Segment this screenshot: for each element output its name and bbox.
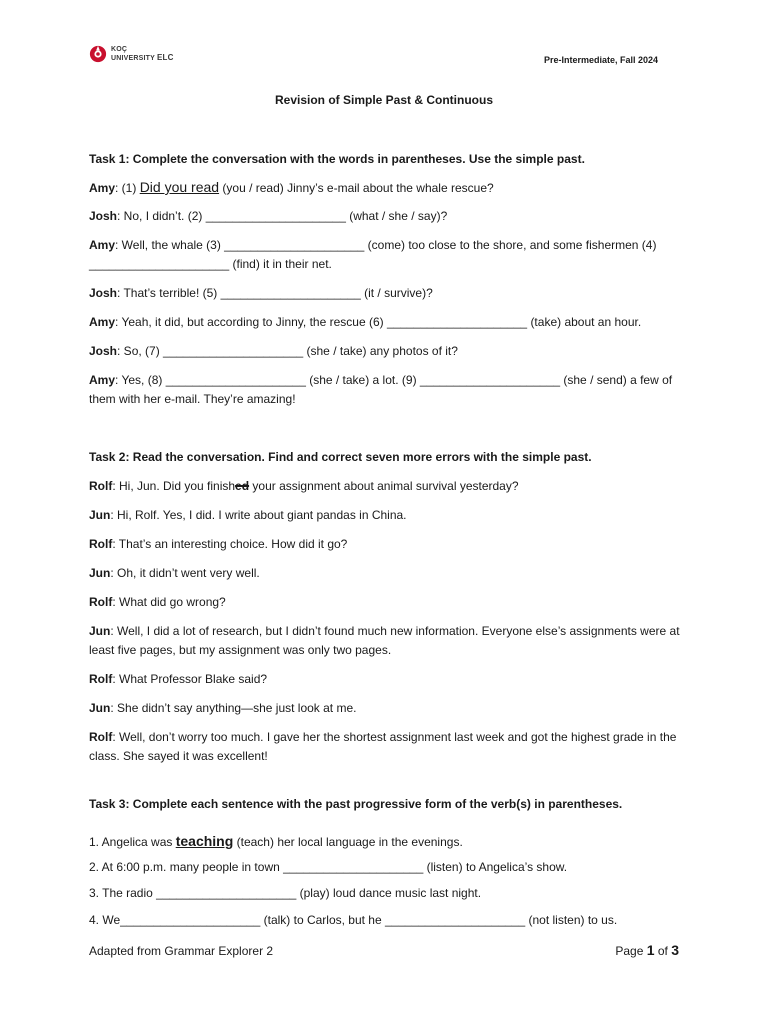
line-text: : Oh, it didn’t went very well. xyxy=(110,566,260,580)
current-page: 1 xyxy=(646,942,655,958)
task3-sentence-4: 4. We_____________________ (talk) to Carlos, but he _____________________ (not listen) to us. xyxy=(89,913,618,927)
footer-source: Adapted from Grammar Explorer 2 xyxy=(89,944,274,958)
task2-line-5 xyxy=(89,593,689,612)
line-text: : So, (7) _____________________ (she / take) any photos of it? xyxy=(117,344,458,358)
line-text: : She didn’t say anything—she just look at me. xyxy=(110,701,357,715)
page-label: Page xyxy=(615,944,647,958)
speaker: Josh xyxy=(89,286,118,300)
line-text: : No, I didn’t. (2) _____________________ (what / she / say)? xyxy=(117,209,448,223)
speaker: Amy xyxy=(89,181,116,195)
line-text: : Yes, (8) _____________________ (she / take) a lot. (9) _____________________ (she / send) a few of them with her e-mail. They’re amazing! xyxy=(89,373,673,406)
line-text: : Yeah, it did, but according to Jinny, the rescue (6) _____________________ (take) about an hour. xyxy=(115,315,642,329)
line-text: : (1) xyxy=(115,181,140,195)
logo-line1: KOÇ xyxy=(111,45,128,53)
task1-line-6 xyxy=(89,342,689,361)
speaker: Rolf xyxy=(89,479,113,493)
line-text: : Well, I did a lot of research, but I didn’t found much new information. Everyone else’s assignments were at least five pages, but my assignment was only two pages. xyxy=(89,624,680,657)
speaker: Josh xyxy=(89,344,118,358)
corrected-error: ed xyxy=(235,479,250,493)
line-text: : Hi, Jun. Did you finish xyxy=(112,479,236,493)
page-number xyxy=(615,942,679,958)
task2-line-6 xyxy=(89,622,689,660)
line-text: : What Professor Blake said? xyxy=(112,672,268,686)
speaker: Jun xyxy=(89,624,111,638)
line-text: : Hi, Rolf. Yes, I did. I write about giant pandas in China. xyxy=(110,508,407,522)
task2-heading: Task 2: Read the conversation. Find and correct seven more errors with the simple past. xyxy=(89,450,592,464)
speaker: Jun xyxy=(89,508,111,522)
task3-heading: Task 3: Complete each sentence with the past progressive form of the verb(s) in parentheses. xyxy=(89,797,623,811)
logo-elc: ELC xyxy=(157,52,174,62)
line-text: (you / read) Jinny’s e-mail about the whale rescue? xyxy=(219,181,494,195)
task2-line-7 xyxy=(89,670,689,689)
example-answer: teaching xyxy=(175,833,234,849)
task1-line-2 xyxy=(89,207,689,226)
line-text: : What did go wrong? xyxy=(112,595,226,609)
koc-logo-icon xyxy=(89,45,107,63)
course-label: Pre-Intermediate, Fall 2024 xyxy=(543,55,658,65)
speaker: Rolf xyxy=(89,672,113,686)
task2-line-4 xyxy=(89,564,689,583)
task2-line-9 xyxy=(89,728,689,766)
line-text: : That’s an interesting choice. How did it go? xyxy=(112,537,348,551)
speaker: Amy xyxy=(89,238,116,252)
task3-sentence-2: 2. At 6:00 p.m. many people in town _____________________ (listen) to Angelica’s show. xyxy=(89,860,568,874)
line-text: : That’s terrible! (5) _____________________ (it / survive)? xyxy=(117,286,433,300)
task2-line-1 xyxy=(89,477,689,496)
of-label: of xyxy=(654,944,672,958)
task2-line-3 xyxy=(89,535,689,554)
worksheet-title: Revision of Simple Past & Continuous xyxy=(274,93,494,107)
line-text: your assignment about animal survival yesterday? xyxy=(249,479,519,493)
task1-line-4 xyxy=(89,284,689,303)
koc-university-logo xyxy=(89,45,174,63)
task3-sentence-3: 3. The radio _____________________ (play) loud dance music last night. xyxy=(89,886,482,900)
speaker: Rolf xyxy=(89,595,113,609)
task1-line-1 xyxy=(89,178,689,198)
speaker: Jun xyxy=(89,566,111,580)
total-pages: 3 xyxy=(671,942,679,958)
speaker: Rolf xyxy=(89,730,113,744)
logo-wordmark xyxy=(111,46,174,63)
speaker: Josh xyxy=(89,209,118,223)
line-text: : Well, the whale (3) _____________________ (come) too close to the shore, and some fishermen (4) _____________________ (find) it in their net. xyxy=(89,238,657,271)
task1-line-3 xyxy=(89,236,689,274)
line-text: : Well, don’t worry too much. I gave her the shortest assignment last week and got the highest grade in the class. She sayed it was excellent! xyxy=(89,730,677,763)
sentence-text: 1. Angelica was xyxy=(89,835,176,849)
example-answer: Did you read xyxy=(139,179,220,195)
sentence-text: (teach) her local language in the evenings. xyxy=(233,835,463,849)
logo-line2: UNIVERSITY xyxy=(111,54,156,62)
speaker: Amy xyxy=(89,373,116,387)
speaker: Jun xyxy=(89,701,111,715)
task1-line-7 xyxy=(89,371,689,409)
speaker: Rolf xyxy=(89,537,113,551)
task2-line-2 xyxy=(89,506,689,525)
task1-heading: Task 1: Complete the conversation with the words in parentheses. Use the simple past. xyxy=(89,152,585,166)
speaker: Amy xyxy=(89,315,116,329)
task3-sentence-1 xyxy=(89,832,689,852)
task1-line-5 xyxy=(89,313,689,332)
task2-line-8 xyxy=(89,699,689,718)
